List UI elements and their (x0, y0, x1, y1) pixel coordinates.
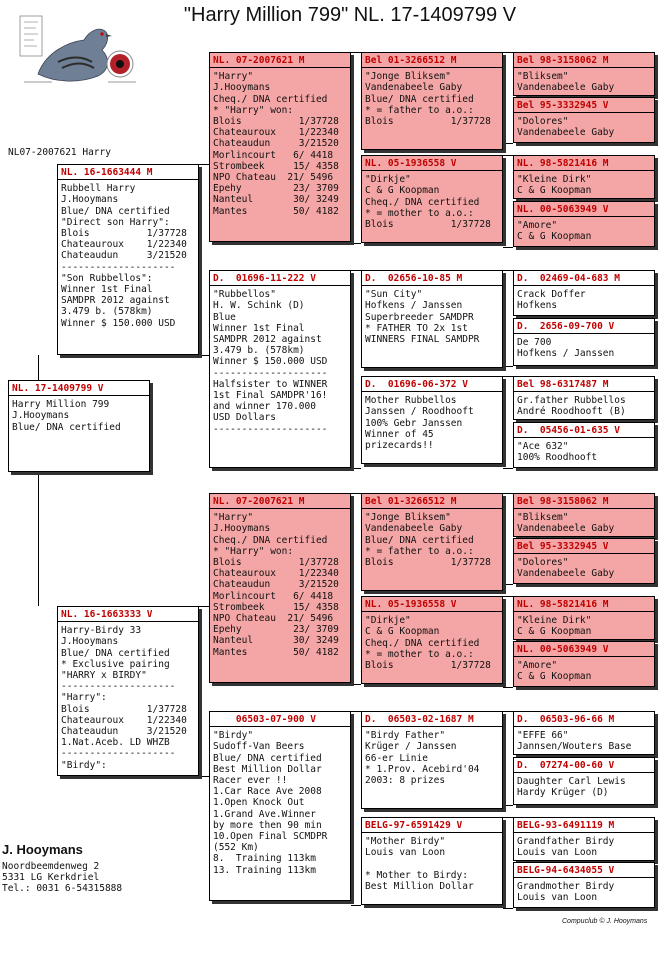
pedigree-text-line: "Rubbellos" (213, 289, 276, 301)
ring-number: D. 02656-10-85 M (365, 273, 463, 284)
pedigree-text-line: Blue/ DNA certified (213, 752, 322, 764)
ring-number: NL. 07-2007621 M (213, 496, 305, 507)
pedigree-text-line: NPO Chateau 21/ 5496 (213, 172, 334, 184)
connector-line (351, 684, 361, 685)
pedigree-text-line: Chateauroux 1/22340 (61, 714, 187, 726)
pedigree-text-line: J.Hooymans (61, 636, 119, 648)
pedigree-box-dss (361, 493, 503, 591)
pedigree-text-line: "Harry": (61, 692, 107, 704)
pedigree-text-line: 8. Training 113km (213, 853, 316, 865)
pedigree-box-dsds (513, 596, 655, 640)
ring-number: Bel 98-3158062 M (517, 55, 609, 66)
ring-number: NL. 07-2007621 M (213, 55, 305, 66)
pedigree-text-line: * = mother to a.o.: (365, 207, 474, 219)
pedigree-text-line: Vandenabeele Gaby (517, 82, 615, 94)
pedigree-text-line: C & G Koopman (365, 185, 440, 197)
pedigree-text-line: Mother Rubbellos (365, 395, 457, 407)
pedigree-text-line: Blois 1/37728 (365, 116, 491, 128)
pedigree-text-line: Gr.father Rubbellos (517, 395, 626, 407)
pedigree-text-line: "Harry" (213, 512, 254, 524)
ring-number: NL. 16-1663333 V (61, 609, 153, 620)
pedigree-box-ddsd (513, 757, 655, 805)
pedigree-box-sss (361, 52, 503, 150)
ring-number: Bel 95-3332945 V (517, 100, 609, 111)
ring-number: NL. 05-1936558 V (365, 158, 457, 169)
pedigree-text-line: Blois 1/37728 (365, 660, 491, 672)
pedigree-text-line: "Ace 632" (517, 441, 569, 453)
pedigree-text-line: Vandenabeele Gaby (365, 523, 463, 535)
pedigree-text-line: Chateaudun 3/21520 (213, 138, 339, 150)
pedigree-text-line: Blois 1/37728 (365, 219, 491, 231)
pedigree-text-line: Strombeek 15/ 4358 (213, 601, 339, 613)
connector-line (503, 584, 513, 585)
header-divider (58, 621, 198, 622)
pedigree-text-line: Harry Million 799 (12, 399, 110, 411)
header-divider (514, 611, 654, 612)
connector-line (503, 366, 513, 367)
pedigree-text-line: Blue/ DNA certified (12, 421, 121, 433)
ring-number: Bel 95-3332945 V (517, 541, 609, 552)
pedigree-text-line: Superbreeder SAMDPR (365, 311, 474, 323)
pedigree-box-ssdd (513, 201, 655, 247)
connector-line (503, 596, 513, 597)
ring-number: D. 02469-04-683 M (517, 273, 620, 284)
pedigree-text-line: Hardy Krüger (D) (517, 787, 609, 799)
pedigree-text-line: Louis van Loon (365, 847, 446, 859)
pedigree-text-line: J.Hooymans (61, 194, 119, 206)
pedigree-box-ssd (361, 155, 503, 243)
header-divider (514, 508, 654, 509)
pedigree-text-line: Chateauroux 1/22340 (213, 568, 339, 580)
owner-name: J. Hooymans (2, 842, 83, 857)
pedigree-text-line: Epehy 23/ 3709 (213, 183, 339, 195)
pedigree-text-line: Vandenabeele Gaby (517, 523, 615, 535)
pedigree-text-line: Blois 1/37728 (213, 116, 339, 128)
pedigree-text-line: prizecards!! (365, 440, 434, 452)
header-divider (58, 179, 198, 180)
pedigree-box-ddd (361, 817, 503, 905)
pedigree-text-line: C & G Koopman (517, 626, 592, 638)
pedigree-text-line: Chateauroux 1/22340 (61, 239, 187, 251)
pedigree-text-line: * FATHER TO 2x 1st (365, 322, 468, 334)
pedigree-text-line: 1.Car Race Ave 2008 (213, 786, 322, 798)
pedigree-text-line: Blue/ DNA certified (61, 647, 170, 659)
ring-number: D. 01696-11-222 V (213, 273, 316, 284)
pedigree-text-line: Harry-Birdy 33 (61, 625, 142, 637)
pedigree-text-line: Winner $ 150.000 USD (61, 317, 176, 329)
pedigree-text-line: 1st Final SAMDPR'16! (213, 390, 328, 402)
pedigree-text-line: by more then 90 min (213, 819, 322, 831)
pedigree-text-line: Winner 1st Final (213, 322, 305, 334)
pedigree-text-line: Vandenabeele Gaby (517, 127, 615, 139)
pedigree-text-line: Best Million Dollar (213, 763, 322, 775)
pedigree-text-line: 3.479 b. (578km) (213, 345, 305, 357)
pedigree-box-subject (8, 380, 150, 472)
owner-postal-line: 5331 LG Kerkdriel (2, 872, 100, 883)
pedigree-text-line: Grandfather Birdy (517, 836, 615, 848)
pedigree-text-line: Blue/ DNA certified (365, 93, 474, 105)
pedigree-text-line: C & G Koopman (517, 231, 592, 243)
pedigree-text-line: J.Hooymans (12, 410, 70, 422)
header-divider (362, 170, 502, 171)
header-divider (514, 216, 654, 217)
pedigree-text-line: Nanteul 30/ 3249 (213, 194, 339, 206)
ring-number: NL. 05-1936558 V (365, 599, 457, 610)
pedigree-text-line: Krüger / Janssen (365, 741, 457, 753)
pedigree-text-line: "Kleine Dirk" (517, 615, 592, 627)
header-divider (514, 333, 654, 334)
header-divider (514, 772, 654, 773)
pedigree-text-line: H. W. Schink (D) (213, 300, 305, 312)
connector-line (199, 776, 209, 777)
pedigree-text-line: * "Harry" won: (213, 545, 294, 557)
pedigree-text-line: -------------------- (61, 748, 176, 760)
pedigree-text-line: Nanteul 30/ 3249 (213, 635, 339, 647)
connector-line (199, 355, 209, 356)
pedigree-text-line: NPO Chateau 21/ 5496 (213, 613, 334, 625)
pedigree-box-dam (57, 606, 199, 776)
connector-line (503, 908, 513, 909)
page-title: "Harry Million 799" NL. 17-1409799 V (183, 4, 517, 26)
pedigree-text-line: 1.Grand Ave.Winner (213, 808, 316, 820)
pedigree-text-line: Halfsister to WINNER (213, 378, 328, 390)
pedigree-text-line: 2003: 8 prizes (365, 775, 446, 787)
ring-number: 06503-07-900 V (213, 714, 316, 725)
connector-line (351, 493, 361, 494)
connector-line (503, 805, 513, 806)
ring-number: D. 01696-06-372 V (365, 379, 468, 390)
footer-credit: Compuclub © J. Hooymans (562, 918, 648, 925)
pedigree-text-line: * Mother to Birdy: (365, 869, 468, 881)
pedigree-box-sdds (513, 376, 655, 420)
ring-number: Bel 01-3266512 M (365, 55, 457, 66)
ring-number: D. 07274-00-60 V (517, 760, 615, 771)
pedigree-text-line: Blois 1/37728 (61, 228, 187, 240)
header-divider (210, 67, 350, 68)
header-divider (514, 67, 654, 68)
ring-number: NL. 00-5063949 V (517, 204, 609, 215)
pedigree-text-line: Grandmother Birdy (517, 881, 615, 893)
header-divider (514, 112, 654, 113)
pedigree-text-line: Winner $ 150.000 USD (213, 356, 328, 368)
pedigree-text-line: Rubbell Harry (61, 183, 136, 195)
pedigree-text-line: Morlincourt 6/ 4418 (213, 590, 334, 602)
pedigree-text-line: Chateauroux 1/22340 (213, 127, 339, 139)
header-divider (514, 170, 654, 171)
pedigree-text-line: Vandenabeele Gaby (365, 82, 463, 94)
connector-line (503, 711, 513, 712)
connector-line (503, 817, 513, 818)
pedigree-text-line: Mantes 50/ 4182 (213, 646, 339, 658)
connector-line (503, 247, 513, 248)
pedigree-text-line: "Birdy Father" (365, 730, 446, 742)
ring-number: BELG-93-6491119 M (517, 820, 615, 831)
pedigree-text-line: Crack Doffer (517, 289, 586, 301)
header-divider (362, 391, 502, 392)
pedigree-text-line: * = father to a.o.: (365, 545, 474, 557)
owner-phone-line: Tel.: 0031 6-54315888 (2, 883, 123, 894)
ring-number: NL. 98-5821416 M (517, 599, 609, 610)
pedigree-text-line: and winner 170.000 (213, 401, 316, 413)
pedigree-text-line: "Son Rubbellos": (61, 272, 153, 284)
connector-line (503, 493, 513, 494)
pedigree-box-dsdd (513, 641, 655, 687)
pedigree-text-line: "Sun City" (365, 289, 423, 301)
ring-number: NL. 16-1663444 M (61, 167, 153, 178)
pedigree-box-sdd (361, 376, 503, 464)
header-divider (514, 656, 654, 657)
connector-line (199, 606, 209, 607)
pedigree-box-ssss (513, 52, 655, 96)
ring-number: BELG-94-6434055 V (517, 865, 615, 876)
pedigree-text-line: "Mother Birdy" (365, 836, 446, 848)
pedigree-text-line: "Dirkje" (365, 615, 411, 627)
pedigree-box-sdsd (513, 318, 655, 366)
pedigree-text-line: "Amore" (517, 220, 558, 232)
pedigree-text-line: Janssen / Roodhooft (365, 406, 474, 418)
pedigree-box-ds (209, 493, 351, 683)
pedigree-text-line: -------------------- (61, 261, 176, 273)
ring-number: Bel 01-3266512 M (365, 496, 457, 507)
pedigree-box-dssd (513, 538, 655, 584)
pedigree-text-line: * = mother to a.o.: (365, 648, 474, 660)
pedigree-text-line: 1.Nat.Aceb. LD WHZB (61, 737, 170, 749)
pedigree-text-line: (552 Km) (213, 842, 259, 854)
pedigree-text-line: Morlincourt 6/ 4418 (213, 149, 334, 161)
connector-line (503, 687, 513, 688)
pedigree-box-sdss (513, 270, 655, 316)
pedigree-text-line: 3.479 b. (578km) (61, 306, 153, 318)
owner-block (2, 842, 122, 894)
header-divider (210, 508, 350, 509)
pedigree-text-line: "Dirkje" (365, 174, 411, 186)
pedigree-box-ssds (513, 155, 655, 199)
pedigree-text-line: "Harry" (213, 71, 254, 83)
connector-line (503, 468, 513, 469)
pedigree-text-line: Louis van Loon (517, 847, 598, 859)
pedigree-text-line: * Exclusive pairing (61, 658, 170, 670)
header-divider (362, 67, 502, 68)
pedigree-text-line (365, 859, 499, 870)
pedigree-text-line: Sudoff-Van Beers (213, 741, 305, 753)
pedigree-box-sire (57, 164, 199, 355)
pedigree-text-line: USD Dollars (213, 412, 276, 424)
pigeon-logo-icon (18, 12, 140, 90)
pedigree-text-line: "Bliksem" (517, 512, 569, 524)
pedigree-box-sssd (513, 97, 655, 143)
header-divider (210, 726, 350, 727)
pedigree-box-dd (209, 711, 351, 901)
connector-line (503, 376, 513, 377)
pedigree-text-line: Blois 1/37728 (213, 557, 339, 569)
pedigree-text-line: Vandenabeele Gaby (517, 568, 615, 580)
pedigree-text-line: Chateaudun 3/21520 (61, 250, 187, 262)
connector-line (503, 155, 513, 156)
pedigree-text-line: Cheq./ DNA certified (365, 196, 480, 208)
pedigree-text-line: Blue/ DNA certified (61, 205, 170, 217)
connector-line (351, 468, 361, 469)
pedigree-text-line: Best Million Dollar (365, 881, 474, 893)
pedigree-text-line: "Jonge Bliksem" (365, 71, 451, 83)
header-divider (362, 285, 502, 286)
pedigree-text-line: C & G Koopman (517, 671, 592, 683)
pedigree-text-line: Hofkens (517, 300, 558, 312)
pedigree-text-line: 10.Open Final SCMDPR (213, 831, 328, 843)
pedigree-text-line: 13. Training 113km (213, 864, 316, 876)
header-divider (362, 832, 502, 833)
pedigree-text-line: "HARRY x BIRDY" (61, 670, 147, 682)
header-divider (514, 391, 654, 392)
connector-line (351, 711, 361, 712)
pedigree-box-ss (209, 52, 351, 242)
pedigree-text-line: "Dolores" (517, 116, 569, 128)
pedigree-text-line: -------------------- (61, 681, 176, 693)
pedigree-text-line: Hofkens / Janssen (517, 348, 615, 360)
connector-line (38, 355, 39, 380)
pedigree-text-line: J.Hooymans (213, 523, 271, 535)
pedigree-text-line: 1.Open Knock Out (213, 797, 305, 809)
ring-number: BELG-97-6591429 V (365, 820, 463, 831)
pedigree-box-dds (361, 711, 503, 809)
pedigree-text-line: Blois 1/37728 (61, 703, 187, 715)
pedigree-text-line: Cheq./ DNA certified (365, 637, 480, 649)
pedigree-box-dsd (361, 596, 503, 684)
pedigree-box-ddds (513, 817, 655, 861)
ring-number: D. 06503-02-1687 M (365, 714, 474, 725)
pedigree-text-line: Winner of 45 (365, 428, 434, 440)
pedigree-text-line: "Kleine Dirk" (517, 174, 592, 186)
pedigree-text-line: WINNERS FINAL SAMDPR (365, 334, 480, 346)
pedigree-text-line: "Birdy" (213, 730, 254, 742)
pedigree-text-line: 100% Roodhooft (517, 452, 598, 464)
pedigree-box-sddd (513, 422, 655, 468)
pedigree-text-line: Winner 1st Final (61, 284, 153, 296)
pedigree-box-dsss (513, 493, 655, 537)
ring-number: NL. 17-1409799 V (12, 383, 104, 394)
pedigree-text-line: Strombeek 15/ 4358 (213, 160, 339, 172)
pedigree-text-line: * = father to a.o.: (365, 104, 474, 116)
pedigree-text-line: SAMDPR 2012 against (61, 295, 170, 307)
pedigree-text-line: -------------------- (213, 423, 328, 435)
header-divider (362, 508, 502, 509)
ring-number: NL. 00-5063949 V (517, 644, 609, 655)
owner-address-line: Noordbeemdenweg 2 (2, 861, 100, 872)
connector-line (38, 472, 39, 606)
ring-number: Bel 98-3158062 M (517, 496, 609, 507)
pedigree-text-line: "Jonge Bliksem" (365, 512, 451, 524)
header-divider (514, 437, 654, 438)
pedigree-text-line: Epehy 23/ 3709 (213, 624, 339, 636)
pedigree-text-line: "Birdy": (61, 759, 107, 771)
pedigree-text-line: Blue/ DNA certified (365, 534, 474, 546)
connector-line (351, 243, 361, 244)
pedigree-text-line: Chateaudun 3/21520 (213, 579, 339, 591)
pedigree-text-line: 100% Gebr Janssen (365, 417, 463, 429)
ring-number: D. 2656-09-700 V (517, 321, 615, 332)
pedigree-text-line: Chateaudun 3/21520 (61, 726, 187, 738)
pedigree-text-line: Cheq./ DNA certified (213, 93, 328, 105)
ring-number: Bel 98-6317487 M (517, 379, 609, 390)
pedigree-box-sd (209, 270, 351, 468)
connector-line (503, 270, 513, 271)
pedigree-text-line: Mantes 50/ 4182 (213, 205, 339, 217)
pedigree-text-line: Jannsen/Wouters Base (517, 741, 632, 753)
connector-line (351, 52, 361, 53)
header-divider (362, 726, 502, 727)
header-divider (210, 285, 350, 286)
pedigree-text-line: C & G Koopman (365, 626, 440, 638)
ring-number: D. 05456-01-635 V (517, 425, 620, 436)
pedigree-box-dddd (513, 862, 655, 908)
pedigree-text-line: "Dolores" (517, 557, 569, 569)
header-divider (9, 395, 149, 396)
pedigree-text-line: Blue (213, 311, 236, 323)
pedigree-box-sds (361, 270, 503, 368)
header-divider (514, 877, 654, 878)
pedigree-text-line: -------------------- (213, 367, 328, 379)
ring-number: NL. 98-5821416 M (517, 158, 609, 169)
ring-number: D. 06503-96-66 M (517, 714, 615, 725)
pedigree-text-line: 66-er Linie (365, 752, 428, 764)
header-divider (514, 285, 654, 286)
pedigree-text-line: André Roodhooft (B) (517, 406, 626, 418)
pedigree-text-line: SAMDPR 2012 against (213, 334, 322, 346)
connector-line (351, 270, 361, 271)
pedigree-text-line: "Direct son Harry": (61, 216, 170, 228)
pedigree-text-line: Louis van Loon (517, 892, 598, 904)
pedigree-text-line: Hofkens / Janssen (365, 300, 463, 312)
top-pedigree-label: NL07-2007621 Harry (8, 147, 111, 158)
pedigree-text-line: C & G Koopman (517, 185, 592, 197)
pedigree-text-line: "Amore" (517, 660, 558, 672)
pedigree-text-line: J.Hooymans (213, 82, 271, 94)
pedigree-text-line: Daughter Carl Lewis (517, 776, 626, 788)
pedigree-text-line: De 700 (517, 337, 552, 349)
header-divider (514, 553, 654, 554)
header-divider (514, 832, 654, 833)
pedigree-text-line: * "Harry" won: (213, 104, 294, 116)
connector-line (351, 905, 361, 906)
pedigree-text-line: "EFFE 66" (517, 730, 569, 742)
header-divider (362, 611, 502, 612)
pedigree-text-line: * 1.Prov. Acebird'04 (365, 763, 480, 775)
pedigree-text-line: "Bliksem" (517, 71, 569, 83)
header-divider (514, 726, 654, 727)
connector-line (503, 52, 513, 53)
pedigree-box-ddss (513, 711, 655, 755)
pedigree-text-line: Racer ever !! (213, 775, 288, 787)
connector-line (503, 143, 513, 144)
pedigree-text-line: Cheq./ DNA certified (213, 534, 328, 546)
pedigree-text-line: Blois 1/37728 (365, 557, 491, 569)
connector-line (199, 164, 209, 165)
